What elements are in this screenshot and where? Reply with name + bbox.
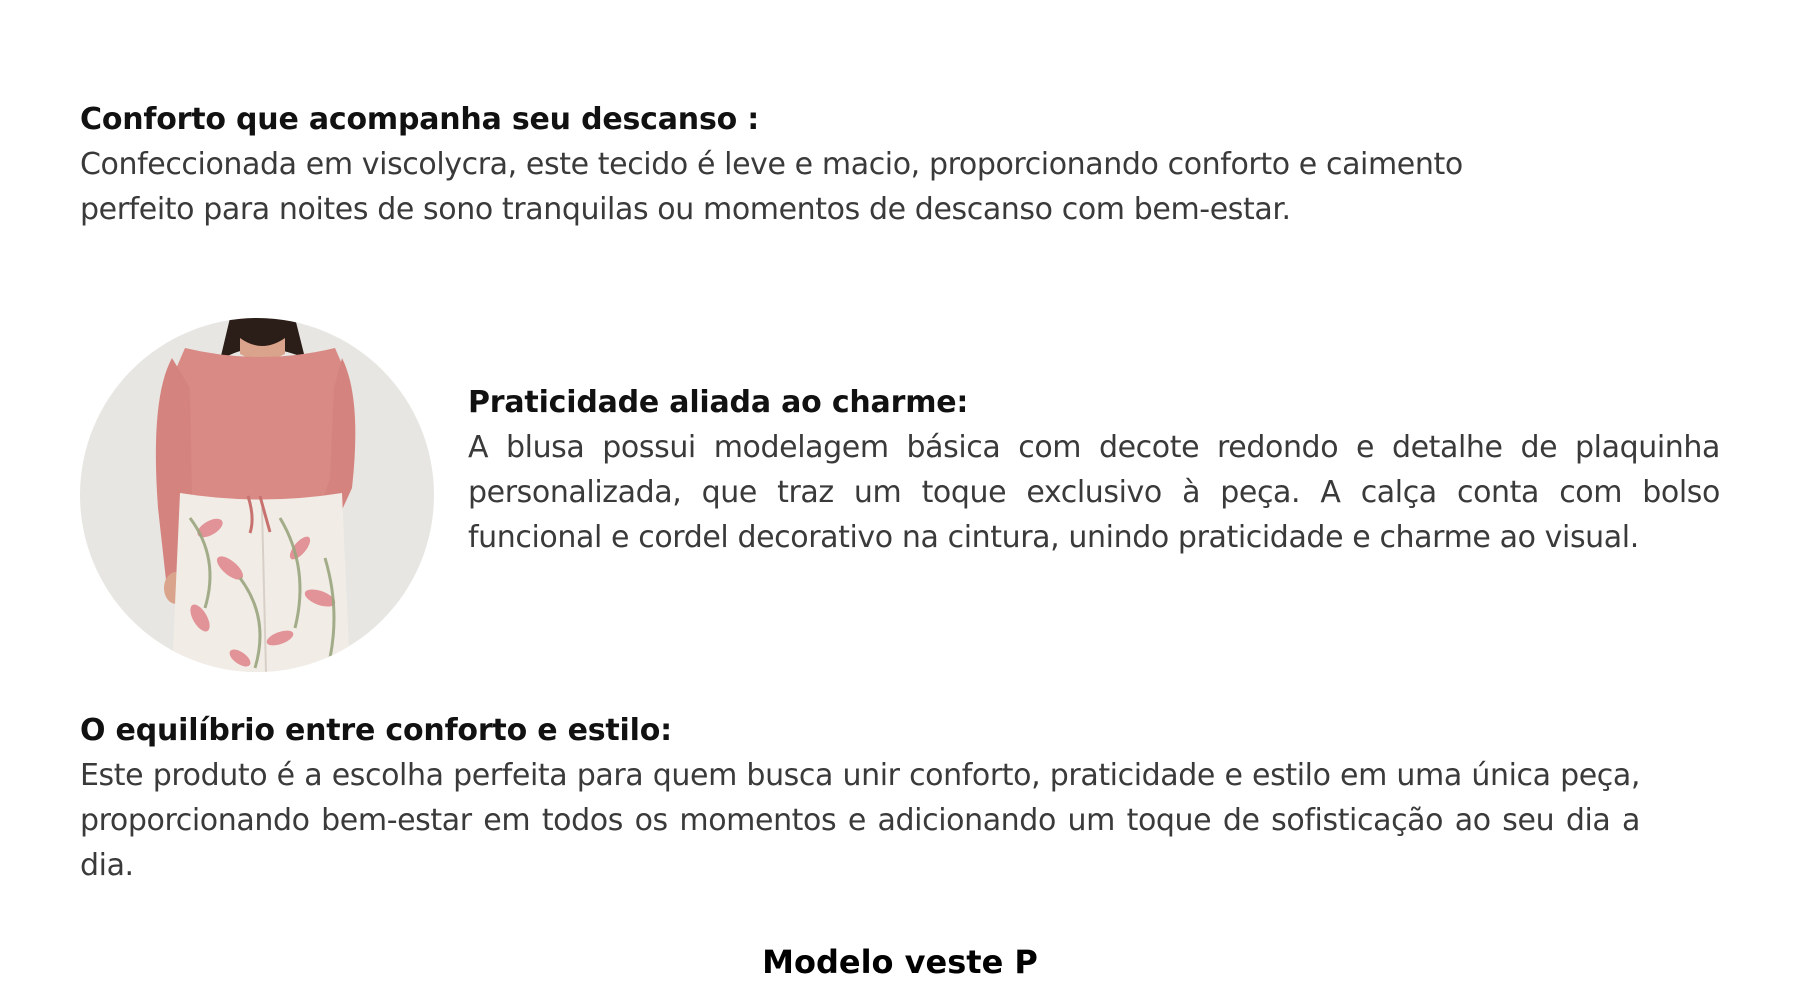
- comfort-heading: Conforto que acompanha seu descanso :: [80, 102, 760, 137]
- practicality-heading: Praticidade aliada ao charme:: [468, 385, 969, 420]
- comfort-description: Confeccionada em viscolycra, este tecido é leve e macio, proporcionando conforto e caimento perfeito para noites de sono tranquilas ou momentos de descanso com bem-estar.: [80, 147, 1463, 227]
- balance-section: [80, 708, 1640, 888]
- comfort-section: [80, 97, 1510, 232]
- practicality-section: [468, 380, 1720, 560]
- model-pajama-photo: [80, 318, 434, 672]
- product-photo: [80, 318, 434, 672]
- balance-heading: O equilíbrio entre conforto e estilo:: [80, 713, 672, 748]
- model-size-note: Modelo veste P: [762, 943, 1038, 981]
- practicality-description: A blusa possui modelagem básica com decote redondo e detalhe de plaquinha personalizada, que traz um toque exclusivo à peça. A calça conta com bolso funcional e cordel decorativo na cintura, unindo praticidade e charme ao visual.: [468, 430, 1720, 555]
- balance-description: Este produto é a escolha perfeita para quem busca unir conforto, praticidade e estilo em uma única peça, proporcionando bem-estar em todos os momentos e adicionando um toque de sofisticação ao seu dia a dia.: [80, 758, 1640, 883]
